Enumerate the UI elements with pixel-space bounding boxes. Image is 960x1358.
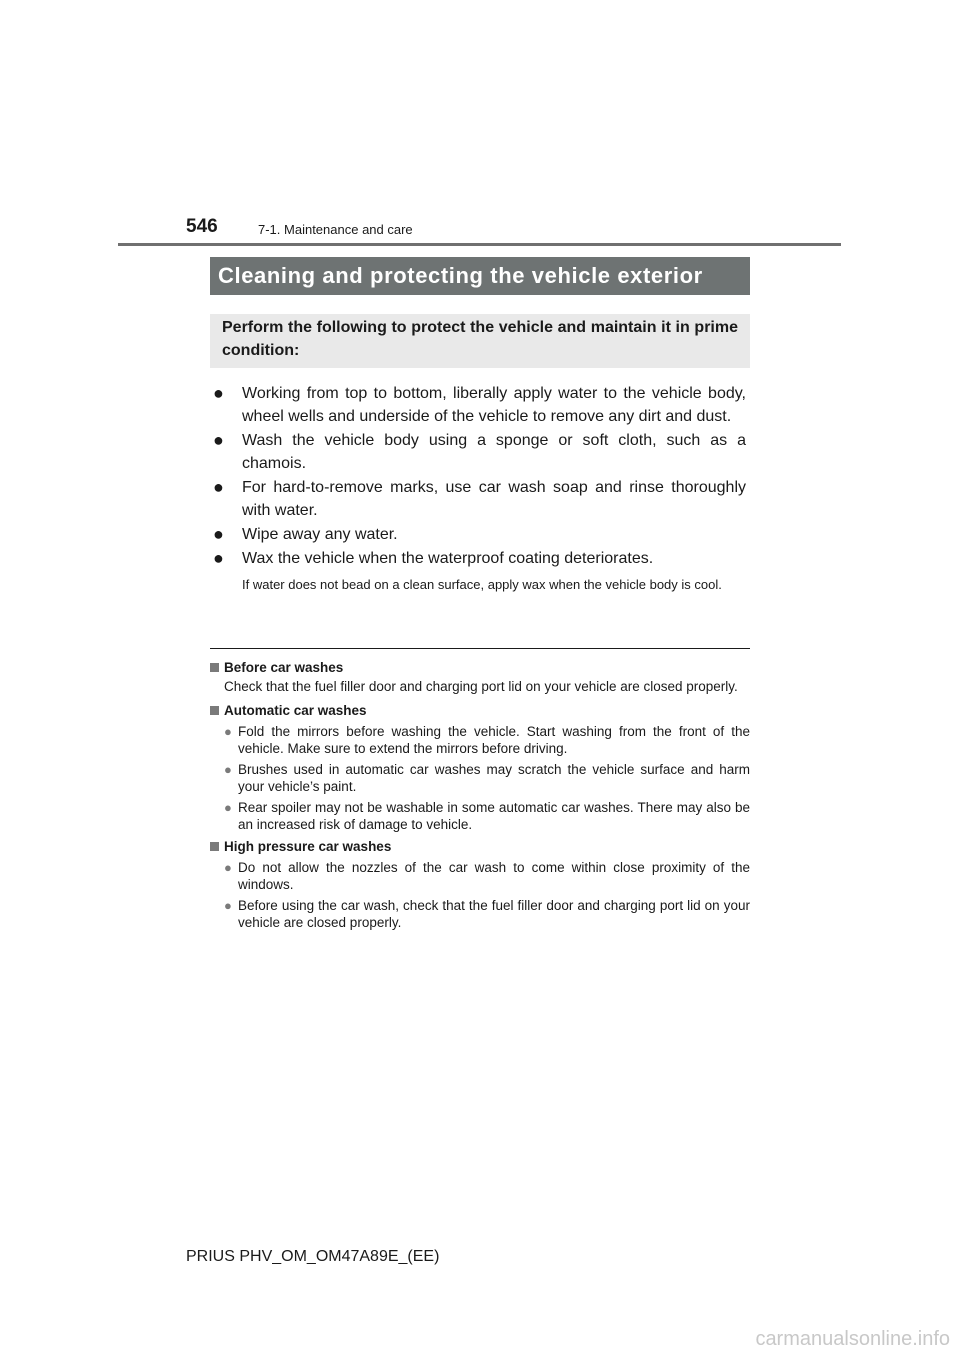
intro-text: Perform the following to protect the vehicle and maintain it in prime condition: [222, 319, 738, 359]
list-item [213, 523, 746, 546]
bullet-icon: ● [224, 860, 232, 875]
bullet-icon: ● [213, 477, 224, 497]
info-heading [210, 838, 750, 855]
step-text: Wax the vehicle when the waterproof coating deteriorates. [242, 550, 654, 567]
square-bullet-icon [210, 663, 219, 672]
washing-steps-list [213, 382, 746, 593]
bullet-icon: ● [213, 383, 224, 403]
section-label: 7-1. Maintenance and care [258, 222, 413, 237]
info-body: Check that the fuel filler door and charging port lid on your vehicle are closed properly. [224, 679, 738, 694]
section-title: Cleaning and protecting the vehicle exterior [218, 263, 703, 288]
wax-note: If water does not bead on a clean surface, apply wax when the vehicle body is cool. [242, 577, 722, 592]
section-title-bar [210, 257, 750, 295]
step-text: For hard-to-remove marks, use car wash soap and rinse thoroughly with water. [242, 479, 746, 519]
info-divider [210, 648, 750, 649]
info-item-text: Brushes used in automatic car washes may scratch the vehicle surface and harm your vehicle’s paint. [238, 762, 750, 794]
intro-box [210, 314, 750, 368]
bullet-icon: ● [224, 762, 232, 777]
info-section [210, 655, 750, 931]
info-item-text: Fold the mirrors before washing the vehicle. Start washing from the front of the vehicle. Make sure to extend the mirrors before driving. [238, 724, 750, 756]
step-text: Wipe away any water. [242, 526, 398, 543]
info-item [224, 859, 750, 893]
step-text: Wash the vehicle body using a sponge or soft cloth, such as a chamois. [242, 432, 746, 472]
square-bullet-icon [210, 706, 219, 715]
info-item [224, 897, 750, 931]
info-item-text: Rear spoiler may not be washable in some automatic car washes. There may also be an increased risk of damage to vehicle. [238, 800, 750, 832]
bullet-icon: ● [213, 548, 224, 568]
info-item [224, 761, 750, 795]
page-header [0, 0, 960, 250]
info-heading-label: Automatic car washes [224, 703, 367, 718]
info-item-text: Do not allow the nozzles of the car wash to come within close proximity of the windows. [238, 860, 750, 892]
bullet-icon: ● [224, 898, 232, 913]
list-item [213, 476, 746, 522]
info-heading-label: High pressure car washes [224, 839, 392, 854]
info-heading [210, 702, 750, 719]
step-text: Working from top to bottom, liberally apply water to the vehicle body, wheel wells and underside of the vehicle to remove any dirt and dust. [242, 385, 746, 425]
page-number: 546 [186, 216, 218, 237]
info-item-text: Before using the car wash, check that the fuel filler door and charging port lid on your vehicle are closed properly. [238, 898, 750, 930]
bullet-icon: ● [224, 800, 232, 815]
list-item [213, 429, 746, 475]
site-watermark: carmanualsonline.info [755, 1328, 950, 1350]
list-item [213, 382, 746, 428]
bullet-icon: ● [224, 724, 232, 739]
info-item [224, 723, 750, 757]
list-item [213, 547, 746, 570]
square-bullet-icon [210, 842, 219, 851]
document-code-footer: PRIUS PHV_OM_OM47A89E_(EE) [186, 1248, 440, 1265]
header-divider [118, 243, 841, 246]
info-item [224, 799, 750, 833]
bullet-icon: ● [213, 430, 224, 450]
info-heading [210, 659, 750, 676]
info-heading-label: Before car washes [224, 660, 344, 675]
bullet-icon: ● [213, 524, 224, 544]
